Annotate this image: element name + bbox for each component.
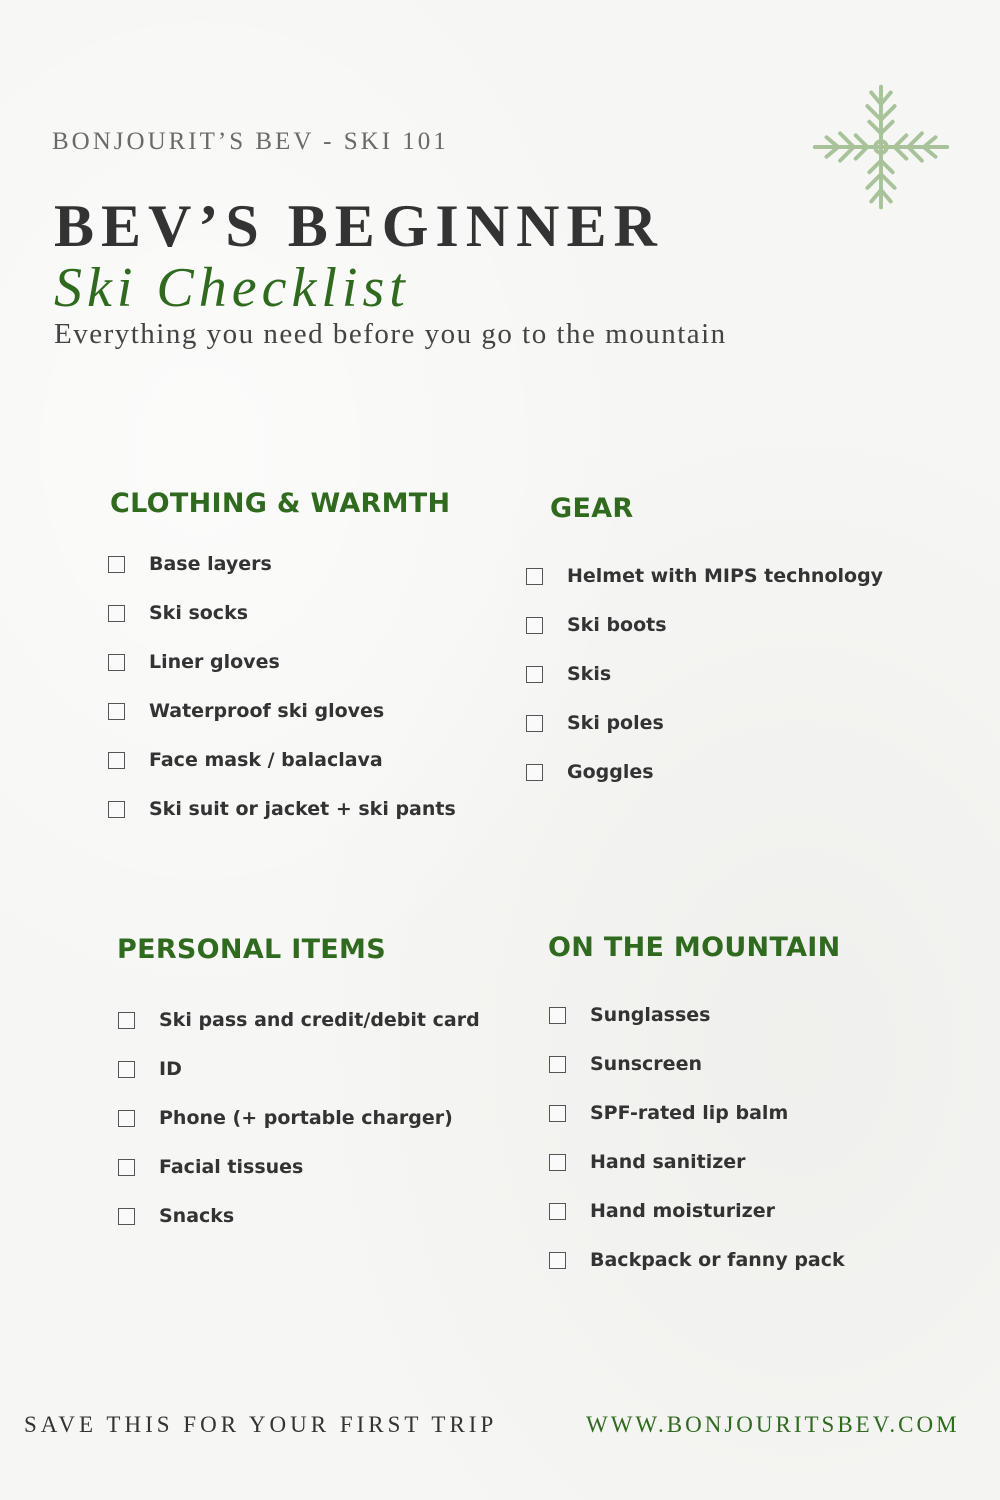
checkbox[interactable] [549,1007,566,1024]
section-title-personal: PERSONAL ITEMS [117,934,386,965]
checklist-item [108,647,280,677]
checklist-item [549,1098,788,1128]
checklist-item [108,696,384,726]
checklist-item-label: Skis [567,663,612,685]
checkbox[interactable] [108,654,125,671]
checklist-item-label: Ski boots [567,614,667,636]
checklist-item-label: Ski suit or jacket + ski pants [149,798,456,820]
checkbox[interactable] [526,715,543,732]
checklist-item [108,794,456,824]
checklist-item [549,1000,711,1030]
checklist-item [526,561,883,591]
section-title-mountain: ON THE MOUNTAIN [548,932,841,963]
checkbox[interactable] [118,1012,135,1029]
checkbox[interactable] [118,1208,135,1225]
eyebrow-text: BONJOURIT’S BEV - SKI 101 [52,128,449,155]
checklist-item-label: Backpack or fanny pack [590,1249,845,1271]
checkbox[interactable] [108,752,125,769]
checklist-item-label: Base layers [149,553,272,575]
checkbox[interactable] [108,556,125,573]
page-title: BEV’S BEGINNER [54,193,664,259]
checklist-item [549,1245,845,1275]
checkbox[interactable] [526,568,543,585]
checklist-item [526,659,611,689]
checkbox[interactable] [526,666,543,683]
checkbox[interactable] [118,1061,135,1078]
checklist-item-label: Sunscreen [590,1053,702,1075]
checklist-item [549,1147,746,1177]
checklist-item [118,1054,182,1084]
checklist-item [526,610,667,640]
footer-cta: SAVE THIS FOR YOUR FIRST TRIP [24,1412,498,1437]
checklist-item-label: Ski pass and credit/debit card [159,1009,480,1031]
checklist-item-label: Helmet with MIPS technology [567,565,884,587]
checkbox[interactable] [118,1110,135,1127]
checklist-item [118,1201,234,1231]
checklist-item-label: Hand moisturizer [590,1200,775,1222]
checklist-item [118,1005,480,1035]
checklist-item-label: Goggles [567,761,654,783]
checklist-item [549,1196,775,1226]
checkbox[interactable] [108,801,125,818]
checklist-item [118,1103,453,1133]
checklist-item-label: Sunglasses [590,1004,711,1026]
checkbox[interactable] [526,617,543,634]
checkbox[interactable] [549,1105,566,1122]
checklist-item-label: Phone (+ portable charger) [159,1107,453,1129]
checklist-item-label: SPF-rated lip balm [590,1102,789,1124]
page-subtitle: Everything you need before you go to the mountain [54,318,727,350]
checklist-item-label: Liner gloves [149,651,280,673]
checkbox[interactable] [549,1056,566,1073]
checkbox[interactable] [108,703,125,720]
checkbox[interactable] [549,1154,566,1171]
section-title-gear: GEAR [550,493,634,524]
checklist-item [108,549,272,579]
checklist-item-label: Ski socks [149,602,249,624]
section-title-clothing: CLOTHING & WARMTH [110,488,451,519]
checkbox[interactable] [108,605,125,622]
checklist-item-label: Face mask / balaclava [149,749,383,771]
checklist-item-label: ID [159,1058,182,1080]
checklist-item [118,1152,303,1182]
checkbox[interactable] [549,1252,566,1269]
snowflake-icon [808,78,954,216]
checklist-item [526,708,664,738]
checklist-item-label: Snacks [159,1205,235,1227]
checklist-item-label: Waterproof ski gloves [149,700,385,722]
checklist-item-label: Ski poles [567,712,664,734]
checklist-item-label: Facial tissues [159,1156,304,1178]
checklist-item [549,1049,702,1079]
checkbox[interactable] [526,764,543,781]
checklist-item-label: Hand sanitizer [590,1151,746,1173]
footer-website-link[interactable]: WWW.BONJOURITSBEV.COM [586,1412,960,1437]
checklist-item [526,757,654,787]
checkbox[interactable] [549,1203,566,1220]
checklist-item [108,598,248,628]
checkbox[interactable] [118,1159,135,1176]
page-script-title: Ski Checklist [54,257,410,319]
checklist-item [108,745,383,775]
